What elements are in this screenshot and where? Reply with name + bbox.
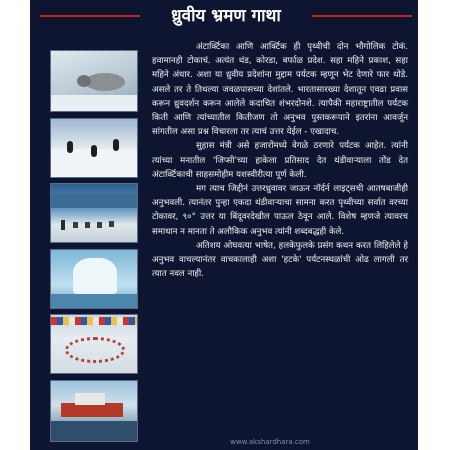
title-rule-left	[40, 15, 140, 17]
blurb-paragraph-1: अंटार्क्टिका आणि आर्क्टिक ही पृथ्वीची दोन भौगोलिक टोकं. हवामानही टोकाचं. अत्यंत थंड, कोरडा, बर्फाळ प्रदेश. सहा महिने प्रकाश, सहा महिने अंधार. अशा या ध्रुवीय प्रदेशांना मुद्दाम पर्यटक म्हणून भेट देणारे फार थोडे. असले तर ते तिथल्या जवळपासच्या देशांतले. भारतासारख्या देशातून एवढा प्रवास करून ध्रुवदर्शन करून आलेले कदाचित शंभरदोनशे. त्यापैकी महाराष्ट्रातील पर्यटक किती आणि त्यांच्यातील कितीजण तो अनुभव पुस्तकरूपाने इतरांना आवर्जून सांगतील असा प्रश्न विचारला तर त्याचं उत्तर येईल - एखादाच.	[152, 42, 408, 138]
book-title: ध्रुवीय भ्रमण गाथा	[171, 6, 281, 26]
photo-iceberg	[50, 249, 138, 309]
photo-seal-on-ice	[50, 50, 138, 112]
blurb-paragraph-4: अतिशय ओघवत्या भाषेत, हलकेफुलके प्रसंग कथन करत लिहिलेले हे अनुभव वाचल्यानंतर वाचकालाही अशा 'हटके' पर्यटनस्थळांची ओढ लागली तर त्यात नवल नाही.	[152, 240, 408, 280]
back-cover	[30, 0, 418, 450]
blurb-paragraph-3: मग त्याच जिद्दीनं उत्तरध्रुवावर जाऊन नॉर्दर्न लाइट्सची आतषबाजीही अनुभवली. त्यानंतर पुन्हा एकदा थंडीवाऱ्याचा सामना करत पृथ्वीच्या सर्वात वरच्या टोकावर, ९०° उत्तर या बिंदूवरदेखील पाऊल ठेवून आले. विशेष म्हणजे त्यावरच समाधान न मानता ते अलौकिक अनुभव त्यांनी शब्दबद्धही केले.	[152, 184, 408, 237]
blurb-text	[152, 40, 408, 281]
title-bar	[30, 4, 418, 28]
title-rule-right	[312, 15, 412, 17]
photo-icebreaker-ship	[50, 380, 138, 442]
photo-north-pole-circle	[50, 314, 138, 374]
photo-dog-sled	[50, 183, 138, 243]
watermark-footer: www.akshardhara.com	[230, 438, 310, 446]
photo-penguins	[50, 118, 138, 178]
blurb-paragraph-2: सुहास मंत्री असे हजारोंमध्ये वेगळे ठरणारे पर्यटक आहेत. त्यांनी त्यांच्या मनातील 'जिप्सी'च्या हाकेला प्रतिसाद देत थंडीवाऱ्याला तोंड देत अंटार्क्टिकाची साहसमोहीम यशस्वीरीत्या पूर्ण केली.	[152, 141, 408, 180]
